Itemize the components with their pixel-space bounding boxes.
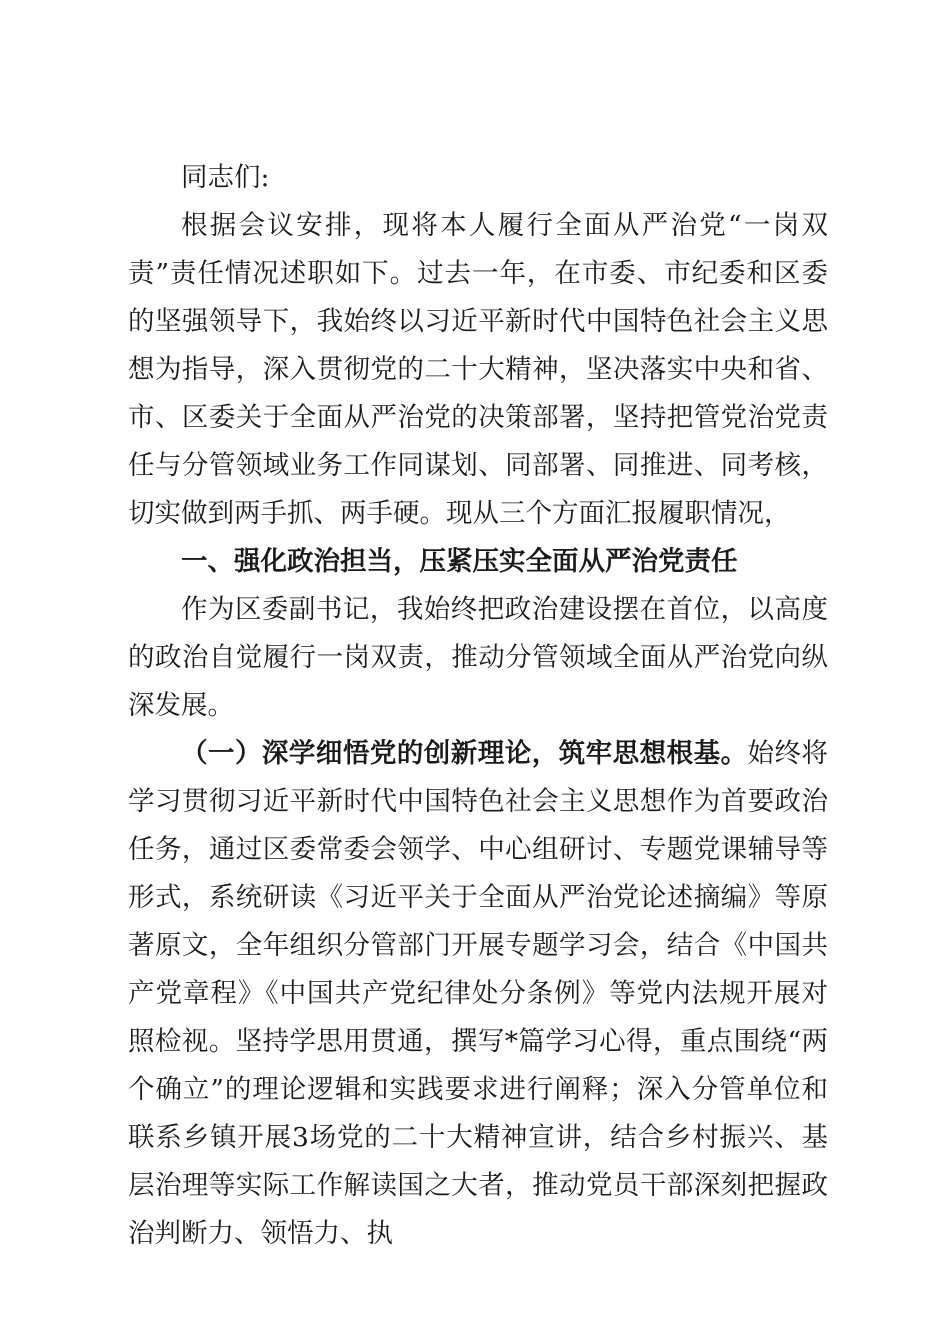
- subsection1-body: 始终将学习贯彻习近平新时代中国特色社会主义思想作为首要政治任务，通过区委常委会领学、中心组研讨、专题党课辅导等形式，系统研读《习近平关于全面从严治党论述摘编》等原著原文，全年组织分管部门开展专题学习会，结合《中国共产党章程》《中国共产党纪律处分条例》等党内法规开展对照检视。坚持学思用贯通，撰写*篇学习心得，重点围绕“两个确立”的理论逻辑和实践要求进行阐释；深入分管单位和联系乡镇开展3场党的二十大精神宣讲，结合乡村振兴、基层治理等实际工作解读国之大者，推动党员干部深刻把握政治判断力、领悟力、执: [128, 738, 829, 1249]
- salutation: 同志们:: [181, 162, 270, 193]
- document-body: [128, 154, 828, 1258]
- intro-paragraph: 根据会议安排，现将本人履行全面从严治党“一岗双责”责任情况述职如下。过去一年，在市委、市纪委和区委的坚强领导下，我始终以习近平新时代中国特色社会主义思想为指导，深入贯彻党的二十大精神，坚决落实中央和省、市、区委关于全面从严治党的决策部署，坚持把管党治党责任与分管领域业务工作同谋划、同部署、同推进、同考核，切实做到两手抓、两手硬。现从三个方面汇报履职情况，: [128, 210, 828, 529]
- subsection-heading-1: （一）深学细悟党的创新理论，筑牢思想根基。: [181, 738, 748, 769]
- section1-intro-paragraph: 作为区委副书记，我始终把政治建设摆在首位，以高度的政治自觉履行一岗双责，推动分管领域全面从严治党向纵深发展。: [128, 594, 828, 721]
- section-heading-1: 一、强化政治担当，压紧压实全面从严治党责任: [181, 546, 738, 577]
- subsection1-paragraph: [128, 730, 828, 1258]
